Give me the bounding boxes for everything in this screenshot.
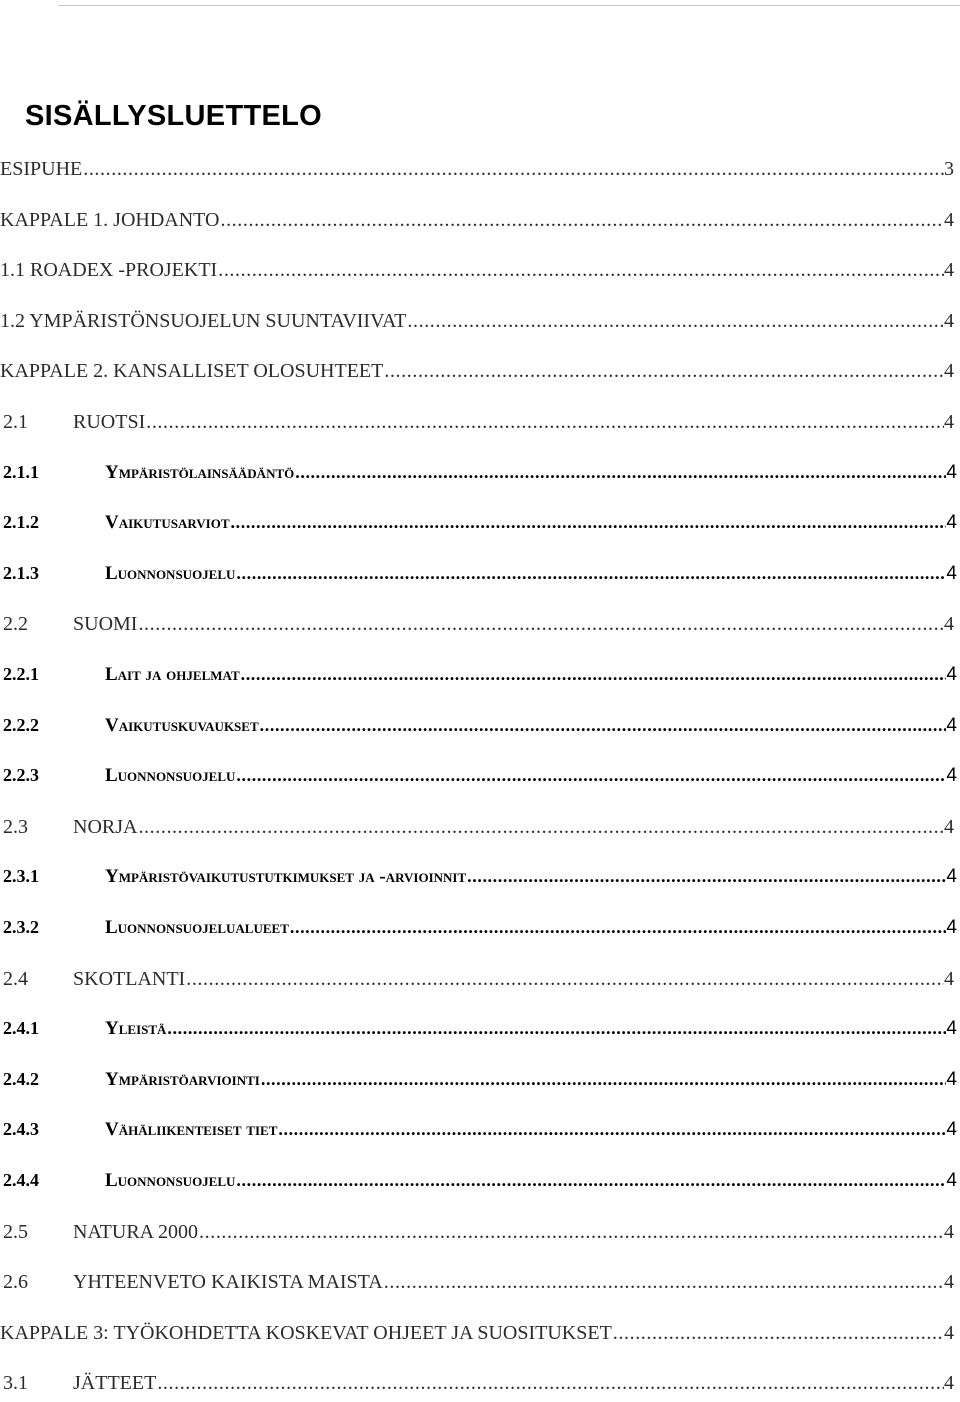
toc-entry[interactable] [0,310,960,340]
toc-entry-leader [235,563,946,584]
toc-entry-title: Ympäristöarviointi [105,1069,260,1090]
toc-entry-page: 4 [946,664,957,685]
toc-entry[interactable] [0,462,960,492]
toc-entry[interactable] [0,917,960,947]
toc-entry[interactable] [0,360,960,390]
toc-entry[interactable] [0,1221,960,1251]
toc-entry-leader [277,1119,946,1140]
toc-entry[interactable] [0,816,960,846]
toc-entry-leader [185,968,944,991]
toc-entry-page: 4 [946,563,957,584]
toc-entry-title: NORJA [73,816,138,838]
toc-entry-leader [260,1069,947,1090]
toc-entry-leader [219,209,944,232]
toc-entry-page: 4 [944,1221,954,1243]
toc-entry-page: 4 [946,1119,957,1140]
toc-entry-title: Vähäliikenteiset tiet [105,1119,278,1140]
toc-entry-title: KAPPALE 1. JOHDANTO [0,209,220,231]
toc-entry-number: 2.4.1 [3,1018,39,1038]
toc-entry[interactable] [0,715,960,745]
toc-entry-leader [137,816,944,839]
toc-entry-page: 4 [944,259,954,281]
toc-entry-page: 4 [944,209,954,231]
toc-entry[interactable] [0,512,960,542]
toc-entry-title: KAPPALE 2. KANSALLISET OLOSUHTEET [0,360,384,382]
toc-entry-leader [383,360,944,383]
toc-entry-title: Lait ja ohjelmat [105,664,240,685]
toc-entry-title: Luonnonsuojelu [105,765,236,786]
toc-entry-leader [240,664,947,685]
toc-entry-title: Ympäristövaikutustutkimukset ja -arvioinnit [105,866,467,887]
toc-entry-number: 2.1.3 [3,563,39,583]
toc-entry-title: Vaikutusarviot [105,512,230,533]
toc-entry-page: 4 [946,866,957,887]
toc-entry-leader [406,310,944,333]
toc-entry-page: 4 [944,1322,954,1344]
toc-entry-title: NATURA 2000 [73,1221,199,1243]
toc-entry[interactable] [0,1271,960,1301]
toc-entry-page: 4 [946,512,957,533]
toc-entry-leader [82,158,944,181]
toc-entry-leader [383,1271,944,1294]
toc-entry-page: 4 [944,310,954,332]
toc-entry-title: SKOTLANTI [73,968,186,990]
toc-entry-title: 1.1 ROADEX -PROJEKTI [0,259,218,281]
toc-entry-page: 4 [944,1271,954,1293]
toc-entry-number: 2.2 [3,613,28,635]
toc-entry-leader [259,715,947,736]
toc-entry-leader [289,917,947,938]
toc-entry-page: 4 [946,917,957,938]
toc-entry-page: 4 [944,1372,954,1394]
toc-entry-page: 4 [944,360,954,382]
toc-entry[interactable] [0,1119,960,1149]
toc-entry[interactable] [0,209,960,239]
toc-entry-leader [156,1372,944,1395]
toc-entry-leader [137,613,944,636]
toc-entry-number: 2.3 [3,816,28,838]
toc-entry-leader [198,1221,944,1244]
toc-entry-leader [235,765,946,786]
toc-entry-page: 4 [946,765,957,786]
toc-entry-leader [166,1018,946,1039]
toc-entry-number: 2.2.1 [3,664,39,684]
toc-entry[interactable] [0,1372,960,1402]
toc-entry[interactable] [0,1322,960,1352]
toc-entry-title: Luonnonsuojelu [105,563,236,584]
toc-entry-number: 2.4.3 [3,1119,39,1139]
toc-entry-title: Yleistä [105,1018,167,1039]
toc-entry-number: 3.1 [3,1372,28,1394]
toc-entry-number: 2.1.2 [3,512,39,532]
toc-entry-leader [230,512,947,533]
toc-entry-title: SUOMI [73,613,138,635]
toc-entry-page: 3 [944,158,954,180]
toc-entry-number: 2.4 [3,968,28,990]
toc-entry-title: 1.2 YMPÄRISTÖNSUOJELUN SUUNTAVIIVAT [0,310,407,332]
toc-entry[interactable] [0,664,960,694]
toc-entry-leader [145,411,944,434]
toc-entry-number: 2.5 [3,1221,28,1243]
toc-heading: SISÄLLYSLUETTELO [25,100,322,132]
toc-entry-number: 2.6 [3,1271,28,1293]
toc-entry[interactable] [0,411,960,441]
toc-entry-page: 4 [944,968,954,990]
toc-entry-leader [466,866,946,887]
toc-entry-title: KAPPALE 3: TYÖKOHDETTA KOSKEVAT OHJEET JA SUOSITUKSET [0,1322,612,1344]
toc-entry-page: 4 [944,613,954,635]
toc-entry[interactable] [0,968,960,998]
toc-entry-page: 4 [946,715,957,736]
toc-entry-title: Vaikutuskuvaukset [105,715,259,736]
toc-entry-title: ESIPUHE [0,158,83,180]
toc-entry-page: 4 [946,1069,957,1090]
toc-entry-page: 4 [944,411,954,433]
toc-entry-page: 4 [946,1018,957,1039]
toc-entry[interactable] [0,158,960,188]
toc-entry-leader [294,462,946,483]
toc-entry-title: Luonnonsuojelualueet [105,917,289,938]
toc-entry-leader [612,1322,944,1345]
toc-entry-title: RUOTSI [73,411,146,433]
toc-entry-number: 2.3.2 [3,917,39,937]
toc-entry[interactable] [0,563,960,593]
toc-entry-number: 2.1.1 [3,462,39,482]
toc-entry-leader [235,1170,946,1191]
toc-entry-number: 2.4.4 [3,1170,39,1190]
toc-entry[interactable] [0,259,960,289]
toc-entry[interactable] [0,1170,960,1200]
toc-entry[interactable] [0,1069,960,1099]
toc-entry-title: JÄTTEET [73,1372,157,1394]
toc-entry-number: 2.2.3 [3,765,39,785]
toc-entry-number: 2.1 [3,411,28,433]
toc-entry-page: 4 [946,462,957,483]
toc-entry[interactable] [0,1018,960,1048]
toc-entry[interactable] [0,866,960,896]
toc-entry-number: 2.3.1 [3,866,39,886]
toc-entry-title: Luonnonsuojelu [105,1170,236,1191]
toc-entry[interactable] [0,765,960,795]
toc-entry[interactable] [0,613,960,643]
toc-entry-title: YHTEENVETO KAIKISTA MAISTA [73,1271,383,1293]
toc-entry-title: Ympäristölainsäädäntö [105,462,295,483]
toc-entry-page: 4 [946,1170,957,1191]
top-rule [58,5,960,6]
toc-entry-page: 4 [944,816,954,838]
toc-entry-leader [217,259,944,282]
toc-entry-number: 2.4.2 [3,1069,39,1089]
toc-entry-number: 2.2.2 [3,715,39,735]
